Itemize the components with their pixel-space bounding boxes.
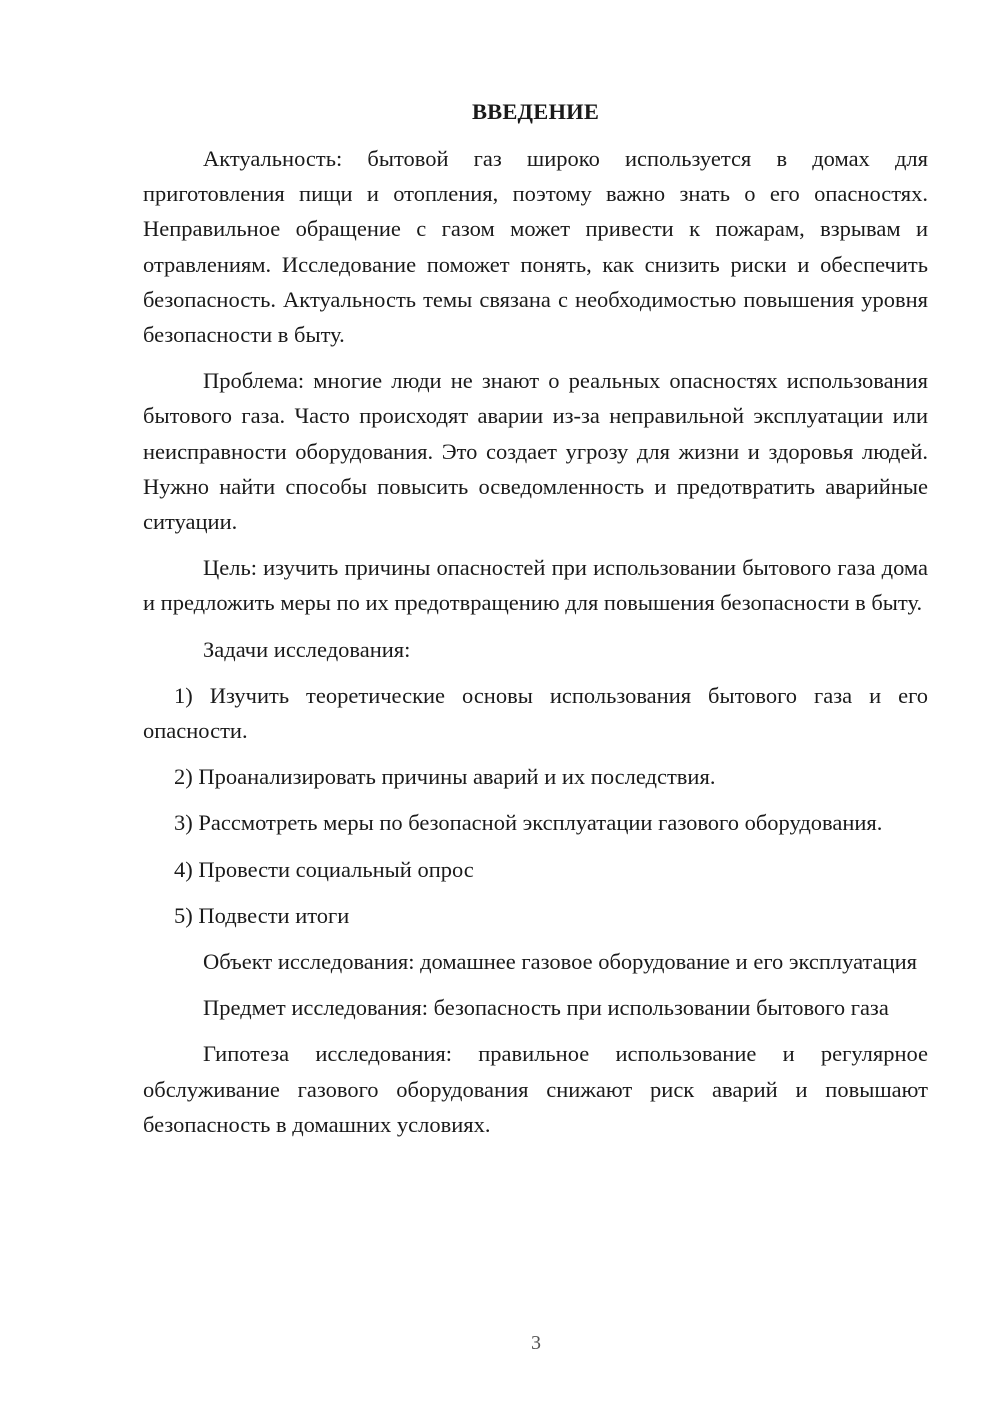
document-body [143,94,928,1153]
page-number: 3 [531,1332,541,1354]
task-item-4: 4) Провести социальный опрос [174,856,474,882]
relevance-paragraph: Актуальность: бытовой газ широко используется в домах для приготовления пищи и отопления, поэтому важно знать о его опасностях. Неправильное обращение с газом может привести к пожарам, взрывам и отравлениям. Исследование поможет понять, как снизить риски и обеспечить безопасность. Актуальность темы связана с необходимостью повышения уровня безопасности в быту. [143,146,928,348]
object-paragraph: Объект исследования: домашнее газовое оборудование и его эксплуатация [203,949,918,975]
tasks-heading: Задачи исследования: [203,636,411,662]
problem-paragraph: Проблема: многие люди не знают о реальных опасностях использования бытового газа. Часто происходят аварии из-за неправильной эксплуатации или неисправности оборудования. Это создает угрозу для жизни и здоровья людей. Нужно найти способы повысить осведомленность и предотвратить аварийные ситуации. [143,368,928,535]
section-title: ВВЕДЕНИЕ [471,99,600,124]
task-item-3: 3) Рассмотреть меры по безопасной эксплуатации газового оборудования. [174,810,883,836]
goal-paragraph: Цель: изучить причины опасностей при использовании бытового газа дома и предложить меры по их предотвращению для повышения безопасности в быту. [143,555,928,616]
subject-paragraph: Предмет исследования: безопасность при использовании бытового газа [203,995,889,1021]
task-item-2: 2) Проанализировать причины аварий и их последствия. [174,764,716,790]
task-item-5: 5) Подвести итоги [174,902,350,928]
hypothesis-paragraph: Гипотеза исследования: правильное использование и регулярное обслуживание газового оборудования снижают риск аварий и повышают безопасность в домашних условиях. [143,1041,928,1137]
task-item-1: 1) Изучить теоретические основы использования бытового газа и его опасности. [143,682,928,744]
